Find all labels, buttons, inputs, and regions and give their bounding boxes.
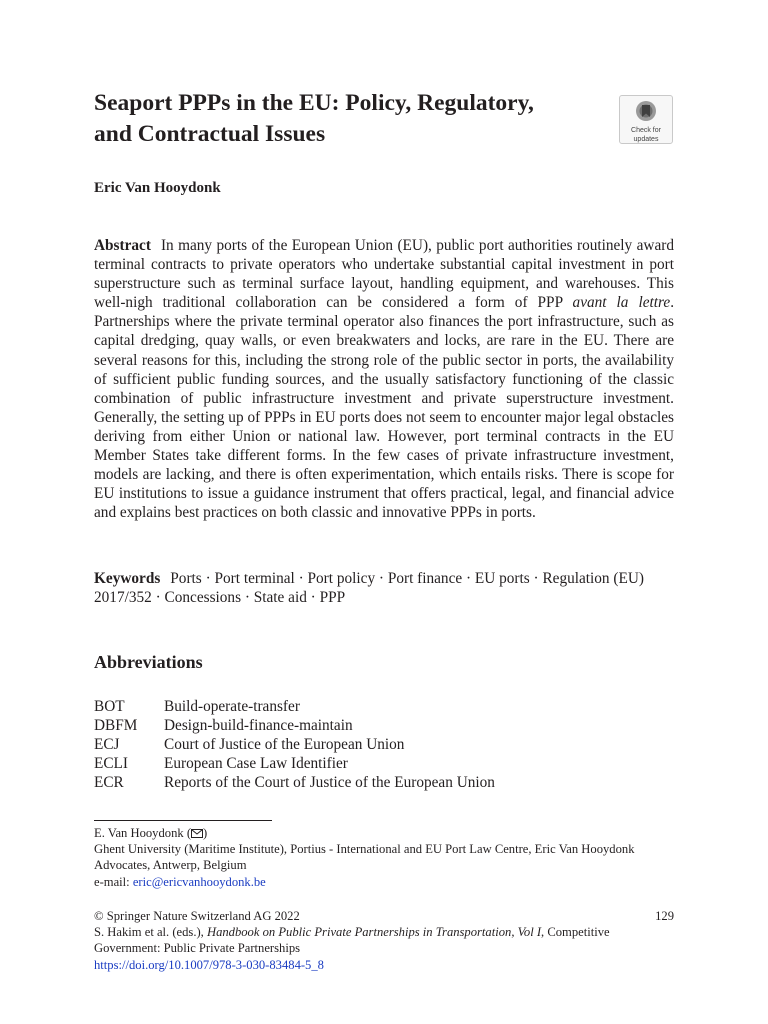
footnote-divider <box>94 820 272 821</box>
list-item <box>94 735 674 754</box>
badge-line2: updates <box>633 135 659 143</box>
publication-footer <box>94 908 674 973</box>
envelope-icon <box>191 829 203 838</box>
abbreviations-list <box>94 697 674 792</box>
abbreviations-heading: Abbreviations <box>94 652 203 672</box>
copyright: © Springer Nature Switzerland AG 2022 <box>94 909 300 923</box>
email-label: e-mail: <box>94 874 133 889</box>
abstract-text-part2: . Partnerships where the private terminal operator also finances the port infrastructure, such as capital dredging, quay walls, or even breakwaters and locks, are rare in the EU. There are several reasons for this, including the strong role of the public sector in ports, the availability of sufficient public funding sources, and the usually satisfactory functioning of the classic combination of public infrastructure investment and private superstructure investment. Generally, the setting up of PPPs in EU ports does not seem to encounter major legal obstacles deriving from either Union or national law. However, port terminal contracts in the EU Member States take different forms. In the few cases of private infrastructure investment, models are lacking, and there is often experimentation, which entails risks. There is scope for EU institutions to issue a guidance instrument that offers practical, legal, and financial advice and explains best practices on both classic and innovative PPPs in ports. <box>94 294 675 522</box>
abbreviation: ECLI <box>94 755 128 772</box>
abstract-italic-phrase: avant la lettre <box>572 294 671 312</box>
citation-series: , Competitive Government: Public Private Partnerships <box>94 925 610 956</box>
citation <box>94 924 674 956</box>
author-name: Eric Van Hooydonk <box>94 180 221 196</box>
footer-copyright-row <box>94 908 674 924</box>
abstract-text-part1: In many ports of the European Union (EU), public port authorities routinely award terminal contracts to private operators who undertake substantial capital investment in port superstructure such as terminal surface layout, handling equipment, and warehouses. This well-nigh traditional collaboration can be considered a form of PPP <box>94 237 674 312</box>
affiliation-name: E. Van Hooydonk ( <box>94 826 192 840</box>
keywords-label: Keywords <box>94 570 161 587</box>
abstract-label: Abstract <box>94 237 151 254</box>
bookmark-icon <box>634 100 658 126</box>
list-item <box>94 754 674 773</box>
abbreviation: ECR <box>94 774 124 791</box>
abbreviation-expansion: Design-build-finance-maintain <box>164 717 353 734</box>
citation-editors: S. Hakim et al. (eds.), <box>94 925 207 940</box>
list-item <box>94 773 674 792</box>
list-item <box>94 716 674 735</box>
abstract <box>94 236 674 522</box>
abbreviation: DBFM <box>94 717 138 734</box>
abbreviation-expansion: Reports of the Court of Justice of the European Union <box>164 774 495 791</box>
affiliation-name-close: ) <box>203 826 208 840</box>
keywords <box>94 569 674 607</box>
abbreviation-expansion: Build-operate-transfer <box>164 698 300 715</box>
badge-line1: Check for <box>631 127 661 134</box>
abbreviation-expansion: European Case Law Identifier <box>164 755 348 772</box>
author-affiliation <box>94 825 654 890</box>
keywords-text: Ports · Port terminal · Port policy · Port finance · EU ports · Regulation (EU) 2017/352 · Concessions · State aid · PPP <box>94 570 644 607</box>
abbreviation: ECJ <box>94 736 120 753</box>
abbreviation: BOT <box>94 698 125 715</box>
affiliation-name-line <box>94 825 654 841</box>
doi-line <box>94 957 674 973</box>
affiliation-email-line <box>94 874 654 890</box>
affiliation-institution: Ghent University (Maritime Institute), Portius - International and EU Port Law Centre, Eric Van Hooydonk Advocates, Antwerp, Belgium <box>94 842 635 873</box>
abbreviation-expansion: Court of Justice of the European Union <box>164 736 405 753</box>
check-for-updates-badge[interactable] <box>619 95 673 144</box>
citation-book-title: Handbook on Public Private Partnerships in Transportation, Vol I <box>206 925 542 940</box>
list-item <box>94 697 674 716</box>
chapter-title: Seaport PPPs in the EU: Policy, Regulatory, and Contractual Issues <box>94 90 534 147</box>
email-link[interactable]: eric@ericvanhooydonk.be <box>132 874 266 889</box>
doi-link[interactable]: https://doi.org/10.1007/978-3-030-83484-5_8 <box>94 957 324 972</box>
page-number: 129 <box>655 909 674 923</box>
